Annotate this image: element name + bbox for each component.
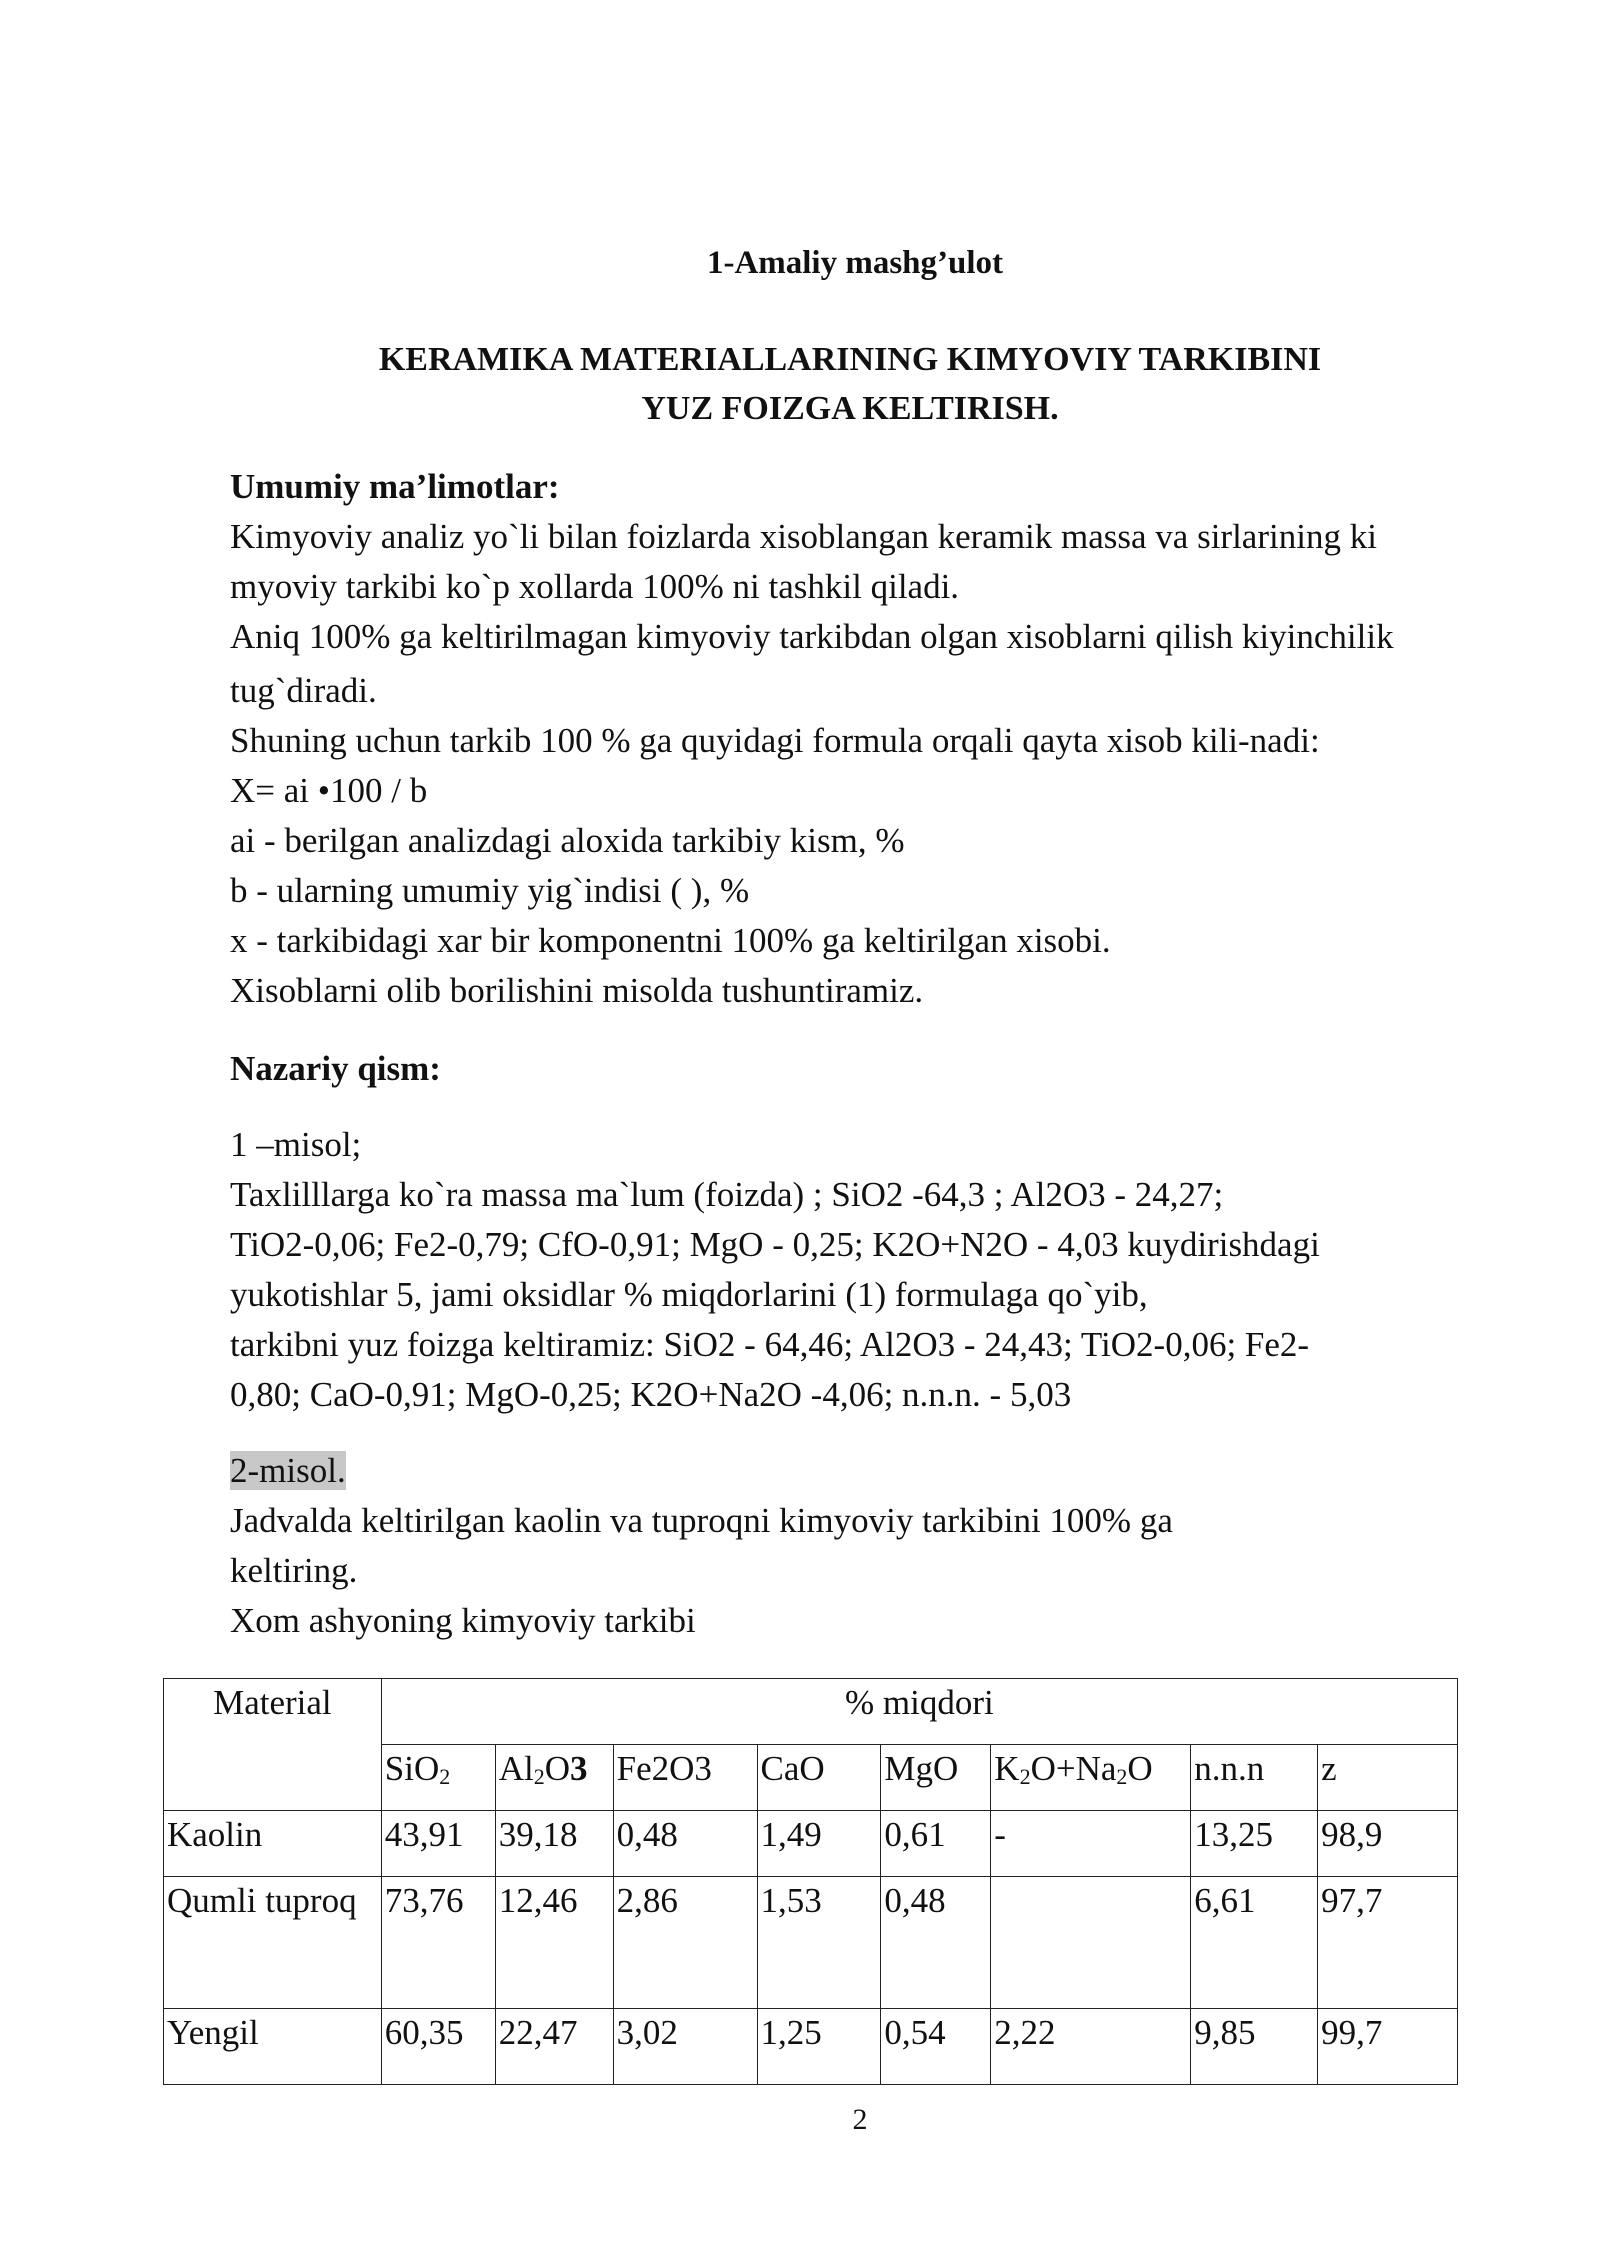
table-cell: 0,48 xyxy=(881,1877,991,2009)
example1-line: 1 –misol; xyxy=(230,1125,362,1164)
table-cell: 43,91 xyxy=(381,1811,495,1877)
table-cell: 13,25 xyxy=(1191,1811,1318,1877)
table-cell: 22,47 xyxy=(495,2009,613,2085)
example2-line: Jadvalda keltirilgan kaolin va tuproqni kimyoviy tarkibini 100% ga xyxy=(230,1501,1173,1540)
table-row xyxy=(164,1811,1458,1877)
column-header-z: z xyxy=(1318,1745,1458,1811)
theory-heading: Nazariy qism: xyxy=(230,1049,441,1088)
percent-header: % miqdori xyxy=(381,1679,1457,1745)
table-cell: 2,86 xyxy=(613,1877,757,2009)
table-cell xyxy=(991,1877,1191,2009)
general-heading: Umumiy ma’limotlar: xyxy=(230,467,560,506)
column-header-al2o3: $Al_2O3$ xyxy=(495,1745,613,1811)
table-cell: 9,85 xyxy=(1191,2009,1318,2085)
formula-line: X= ai •100 / b xyxy=(230,771,428,810)
general-line: ai - berilgan analizdagi aloxida tarkibiy kism, % xyxy=(230,821,905,860)
table-cell: 12,46 xyxy=(495,1877,613,2009)
table-cell: 99,7 xyxy=(1318,2009,1458,2085)
material-header: Material xyxy=(164,1679,382,1811)
table-cell: 98,9 xyxy=(1318,1811,1458,1877)
body-text xyxy=(230,462,1500,1646)
table-cell: 3,02 xyxy=(613,2009,757,2085)
table-cell: 39,18 xyxy=(495,1811,613,1877)
column-header-nnn: n.n.n xyxy=(1191,1745,1318,1811)
title-line-2: YUZ FOIZGA KELTIRISH. xyxy=(641,390,1059,427)
table-cell: 1,53 xyxy=(757,1877,881,2009)
table-row xyxy=(164,2009,1458,2085)
row-name: Kaolin xyxy=(164,1811,382,1877)
general-line: tug`diradi. xyxy=(230,671,377,710)
column-header-k2o-na2o: $K_2O+Na_2O$ xyxy=(991,1745,1191,1811)
general-line: Shuning uchun tarkib 100 % ga quyidagi formula orqali qayta xisob kili-nadi: xyxy=(230,721,1320,760)
table-cell: 6,61 xyxy=(1191,1877,1318,2009)
example2-label: 2-misol. xyxy=(230,1451,346,1490)
row-name: Yengil xyxy=(164,2009,382,2085)
table-cell: - xyxy=(991,1811,1191,1877)
example1-line: Taxlilllarga ko`ra massa ma`lum (foizda) ; SiO2 -64,3 ; Al2O3 - 24,27; xyxy=(230,1175,1224,1214)
general-line: x - tarkibidagi xar bir komponentni 100% ga keltirilgan xisobi. xyxy=(230,921,1111,960)
page-number: 2 xyxy=(852,2103,868,2136)
general-line: Kimyoviy analiz yo`li bilan foizlarda xisoblangan keramik massa va sirlarining ki xyxy=(230,517,1377,556)
general-line: Aniq 100% ga keltirilmagan kimyoviy tarkibdan olgan xisoblarni qilish kiyinchilik xyxy=(230,617,1394,656)
title-line-1: KERAMIKA MATERIALLARINING KIMYOVIY TARKIBINI xyxy=(378,341,1322,378)
row-name: Qumli tuproq xyxy=(164,1877,382,2009)
table-caption: Xom ashyoning kimyoviy tarkibi xyxy=(230,1601,696,1640)
table-row xyxy=(164,1877,1458,2009)
composition-table xyxy=(163,1678,1458,2085)
table-cell: 0,54 xyxy=(881,2009,991,2085)
table-cell: 97,7 xyxy=(1318,1877,1458,2009)
general-line: b - ularning umumiy yig`indisi ( ), % xyxy=(230,871,750,910)
general-line: Xisoblarni olib borilishini misolda tushuntiramiz. xyxy=(230,971,924,1010)
example1-line: TiO2-0,06; Fe2-0,79; CfO-0,91; MgO - 0,25; K2O+N2O - 4,03 kuydirishdagi xyxy=(230,1225,1320,1264)
column-header-cao: CaO xyxy=(757,1745,881,1811)
table-cell: 73,76 xyxy=(381,1877,495,2009)
table-cell: 0,48 xyxy=(613,1811,757,1877)
column-header-sio2: SiO$_2$ xyxy=(381,1745,495,1811)
column-header-mgo: MgO xyxy=(881,1745,991,1811)
table-cell: 1,49 xyxy=(757,1811,881,1877)
table-cell: 0,61 xyxy=(881,1811,991,1877)
document-title xyxy=(230,335,1470,433)
example2-line: keltiring. xyxy=(230,1551,358,1590)
table-cell: 1,25 xyxy=(757,2009,881,2085)
table-cell: 2,22 xyxy=(991,2009,1191,2085)
table-cell: 60,35 xyxy=(381,2009,495,2085)
general-line: myoviy tarkibi ko`p xollarda 100% ni tashkil qiladi. xyxy=(230,567,960,606)
column-header-fe2o3: Fe2O3 xyxy=(613,1745,757,1811)
example1-line: yukotishlar 5, jami oksidlar % miqdorlarini (1) formulaga qo`yib, xyxy=(230,1275,1148,1314)
chapter-heading: 1-Amaliy mashg’ulot xyxy=(706,245,1004,281)
example1-line: tarkibni yuz foizga keltiramiz: SiO2 - 64,46; Al2O3 - 24,43; TiO2-0,06; Fe2- xyxy=(230,1325,1310,1364)
example1-line: 0,80; CaO-0,91; MgO-0,25; K2O+Na2O -4,06; n.n.n. - 5,03 xyxy=(230,1375,1072,1414)
